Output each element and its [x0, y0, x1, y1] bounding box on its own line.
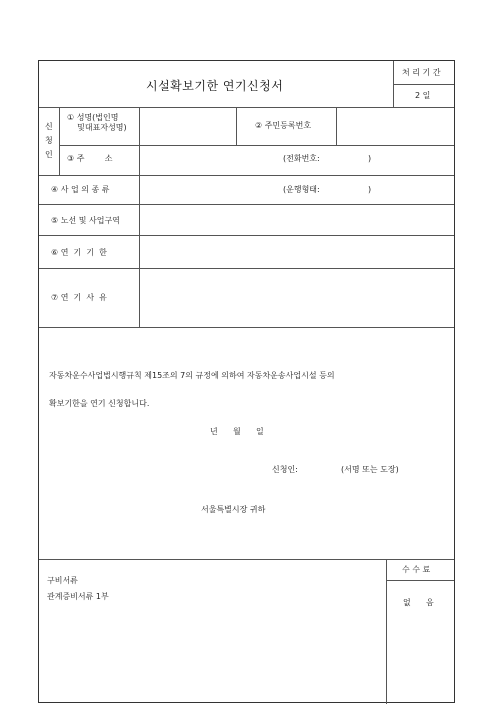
rule-applicant-label: [59, 107, 60, 175]
rule-name-value-right: [236, 107, 237, 145]
phone-label: (전화번호: ): [283, 154, 372, 163]
rule-resident-label-right: [336, 107, 337, 145]
fee-value: 없 음: [403, 598, 434, 607]
resident-number-label: ② 주민등록번호: [255, 121, 312, 130]
rule-route-bottom: [39, 235, 454, 236]
fee-header: 수 수 료: [402, 565, 431, 574]
applicant-label-3: 인: [45, 150, 53, 159]
rule-fee-header: [386, 580, 454, 581]
processing-period-value: 2 일: [415, 91, 431, 100]
processing-period-header: 처 리 기 간: [402, 68, 441, 77]
operation-type-label: (운행형태: ): [283, 185, 372, 194]
applicant-label-2: 청: [45, 136, 53, 145]
reason-label: ⑦ 연 기 사 유: [51, 293, 107, 302]
form-title: 시설확보기한 연기신청서: [146, 79, 284, 93]
signature-label: (서명 또는 도장): [341, 465, 399, 474]
required-docs-item: 관계증비서류 1부: [47, 592, 109, 601]
applicant-sign-label: 신청인:: [272, 465, 298, 474]
rule-footer-split: [386, 559, 387, 704]
date-line: 년 월 일: [210, 427, 264, 436]
application-form: [38, 60, 455, 703]
statement-line-1: 자동차운수사업법시행규칙 제15조의 7의 규정에 의하여 자동차운송사업시설 등의: [49, 371, 335, 380]
rule-reason-bottom: [39, 327, 454, 328]
addressee: 서울특별시장 귀하: [201, 505, 266, 514]
rule-business-bottom: [39, 204, 454, 205]
address-label: ③ 주 소: [67, 154, 113, 163]
rule-deadline-bottom: [39, 268, 454, 269]
rule-label-column: [139, 107, 140, 327]
route-area-label: ⑤ 노선 및 사업구역: [51, 216, 120, 225]
rule-applicant-mid: [59, 145, 454, 146]
rule-title-right: [393, 61, 394, 107]
required-docs-header: 구비서류: [47, 576, 78, 585]
name-label: ① 성명(법인명 및대표자성명): [67, 113, 127, 132]
rule-statement-bottom: [39, 559, 454, 560]
business-type-label: ④ 사 업 의 종 류: [51, 185, 110, 194]
applicant-label-1: 신: [45, 122, 53, 131]
rule-applicant-bottom: [39, 175, 454, 176]
statement-line-2: 확보기한을 연기 신청합니다.: [49, 399, 150, 408]
rule-processing-header: [393, 84, 454, 85]
deadline-label: ⑥ 연 기 기 한: [51, 248, 107, 257]
rule-title-bottom: [39, 107, 454, 108]
